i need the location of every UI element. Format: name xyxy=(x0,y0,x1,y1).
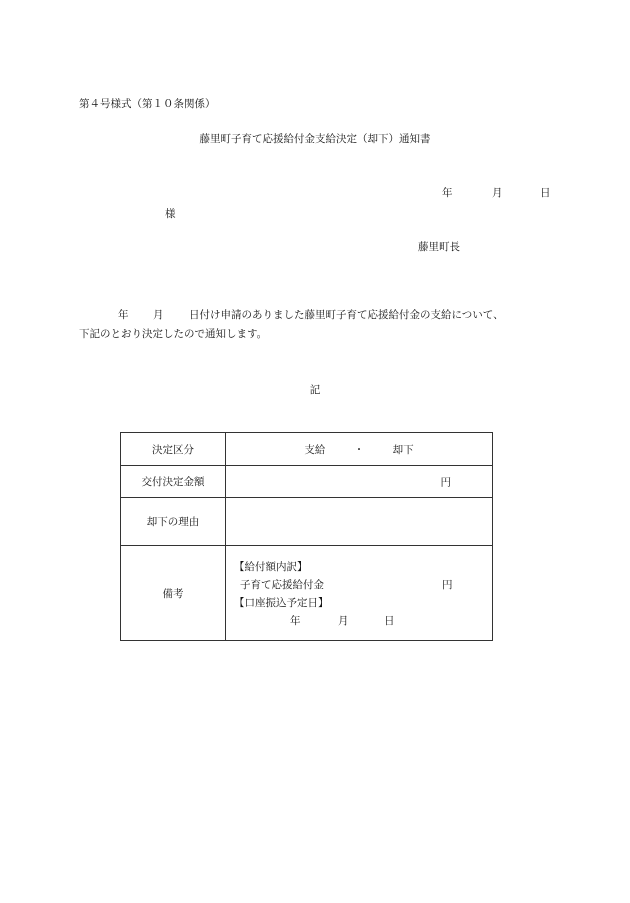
date-day-label: 日 xyxy=(540,187,551,199)
grant-amount-label: 交付決定金額 xyxy=(121,466,226,498)
body-line-1-text: 日付け申請のありました藤里町子育て応援給付金の支給について、 xyxy=(189,309,504,321)
breakdown-item-name: 子育て応援給付金 xyxy=(240,579,324,591)
option-reject: 却下 xyxy=(392,443,414,456)
table-row xyxy=(121,546,493,641)
transfer-date-heading: 【口座振込予定日】 xyxy=(234,597,329,609)
table-row xyxy=(121,498,493,546)
transfer-day-label: 日 xyxy=(384,615,395,627)
transfer-year-label: 年 xyxy=(290,615,301,627)
body-line-2: 下記のとおり決定したので通知します。 xyxy=(79,328,268,340)
option-separator: ・ xyxy=(353,443,365,456)
grant-amount-unit: 円 xyxy=(440,476,451,488)
ki-heading: 記 xyxy=(309,384,321,396)
remarks-label: 備考 xyxy=(121,546,226,641)
rejection-reason-value xyxy=(226,498,493,546)
rejection-reason-label: 却下の理由 xyxy=(121,498,226,546)
form-number-label: 第４号様式（第１０条関係） xyxy=(79,98,216,110)
breakdown-heading: 【給付額内訳】 xyxy=(234,561,308,573)
decision-category-value xyxy=(226,433,493,466)
table-row xyxy=(121,433,493,466)
transfer-month-label: 月 xyxy=(338,615,349,627)
body-year-label: 年 xyxy=(118,309,129,321)
option-pay: 支給 xyxy=(304,443,326,456)
decision-details-table xyxy=(120,432,493,641)
addressee-suffix: 様 xyxy=(165,208,176,220)
breakdown-item-unit: 円 xyxy=(442,579,453,591)
body-month-label: 月 xyxy=(153,309,164,321)
date-year-label: 年 xyxy=(442,187,453,199)
table-row xyxy=(121,466,493,498)
date-month-label: 月 xyxy=(492,187,503,199)
document-title: 藤里町子育て応援給付金支給決定（却下）通知書 xyxy=(199,133,431,145)
remarks-value xyxy=(226,546,493,641)
decision-category-label: 決定区分 xyxy=(121,433,226,466)
issuer-name: 藤里町長 xyxy=(418,241,460,253)
grant-amount-value xyxy=(226,466,493,498)
